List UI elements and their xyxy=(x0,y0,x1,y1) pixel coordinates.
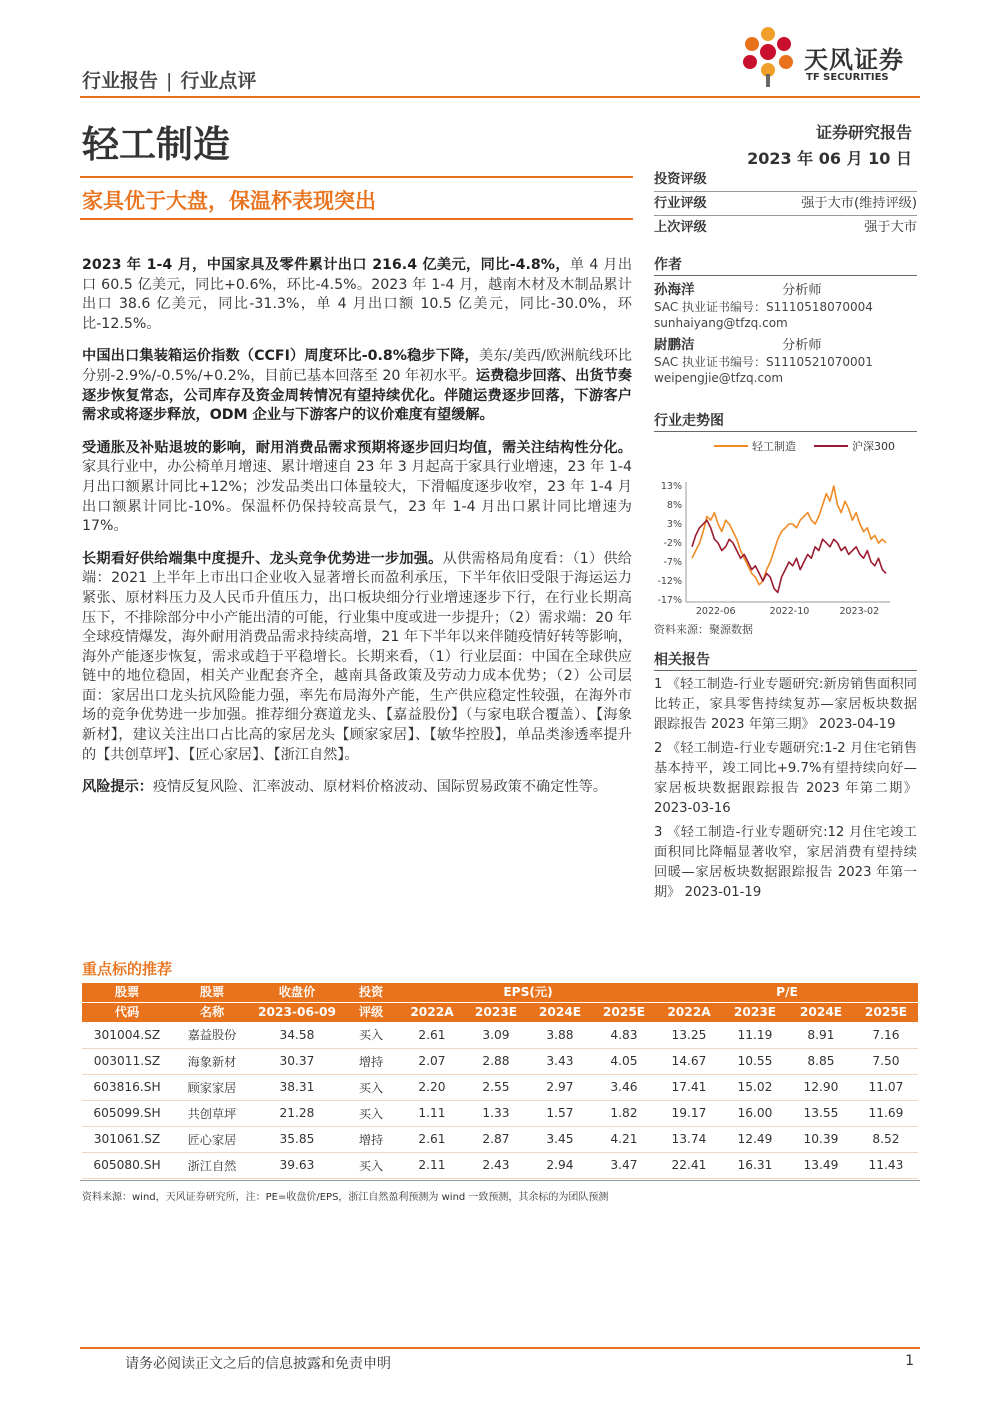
author-email[interactable]: weipengjie@tfzq.com xyxy=(654,371,784,385)
table-cell: 10.39 xyxy=(803,1132,839,1146)
author-name: 孙海洋 xyxy=(654,282,695,298)
related-head: 相关报告 xyxy=(654,649,917,671)
paragraph-export xyxy=(82,256,632,334)
category-separator: | xyxy=(166,70,173,92)
paragraph-demand-lead: 受通胀及补贴退坡的影响，耐用消费品需求预期将逐步回归均值，需关注结构性分化。 xyxy=(82,439,632,456)
table-cell: 7.50 xyxy=(872,1054,900,1068)
header-rule xyxy=(80,96,920,98)
table-header-cell: 评级 xyxy=(342,1003,400,1023)
y-tick-label: -2% xyxy=(663,538,682,549)
table-cell: 3.09 xyxy=(482,1027,510,1042)
table-cell: 10.55 xyxy=(737,1054,773,1068)
industry-title: 轻工制造 xyxy=(82,123,230,166)
page-number: 1 xyxy=(905,1353,914,1369)
table-cell: 2.07 xyxy=(418,1054,446,1068)
table-cell: 1.33 xyxy=(482,1106,510,1120)
table-cell: 2.97 xyxy=(546,1080,574,1094)
table-header-cell: 代码 xyxy=(82,1003,172,1023)
table-row xyxy=(82,1048,918,1074)
legend-label: 沪深300 xyxy=(852,440,895,453)
table-cell: 17.41 xyxy=(671,1080,707,1094)
table-subheader-row xyxy=(82,1003,918,1023)
main-body xyxy=(82,256,632,811)
table-cell: 8.52 xyxy=(872,1132,900,1146)
table-cell: 16.31 xyxy=(737,1158,773,1172)
report-category xyxy=(82,66,256,93)
paragraph-demand-text: 家具行业中，办公椅单月增速、累计增速自 23 年 3 月起高于家具行业增速，23 年 1-4 月出口额累计同比+12%；沙发品类出口体量较大，下滑幅度逐步收窄，23 年 1-4 月出口额累计同比-10%。保温杯仍保持较高景气，23 年 1-4 月出口累计同比增速为 17%。 xyxy=(82,459,632,535)
y-tick-label: -7% xyxy=(663,557,682,568)
table-header-cell: 2023E xyxy=(722,1003,788,1023)
table-cell: 1.82 xyxy=(610,1106,638,1120)
table-header-cell: 2025E xyxy=(854,1003,918,1023)
table-header-cell: 股票 xyxy=(82,983,172,1003)
table-header-cell: 投资 xyxy=(342,983,400,1003)
industry-rating-row xyxy=(654,192,917,216)
table-cell: 2.94 xyxy=(546,1158,574,1172)
paragraph-longterm-text: 从供需格局角度看：（1）供给端：2021 上半年上市出口企业收入显著增长而盈利承压，下半年依旧受限于海运运力紧张、原材料压力及人民币升值压力，出口板块细分行业增速逐步下行，在行业长期高压下，不排除部分中小产能出清的可能，行业集中度或进一步提升；（2）需求端：20 年全球疫情爆发，海外耐用消费品需求持续高增，21 年下半年以来伴随疫情好转等影响，海外产能逐步恢复，需求或趋于平稳增长。长期来看，（1）行业层面：中国在全球供应链中的地位稳固，相关产业配套齐全，越南具备政策及劳动力成本优势；（2）公司层面：家居出口龙头抗风险能力强，率先布局海外产能，生产供应稳定性较强，在海外市场的竞争优势进一步加强。推荐细分赛道龙头、【嘉益股份】（与家电联合覆盖）、【海象新材】，建议关注出口占比高的家居龙头【顾家家居】、【敏华控股】，单品类渗透率提升的【共创草坪】、【匠心家居】、【浙江自然】。 xyxy=(82,550,632,763)
y-tick-label: -12% xyxy=(657,576,682,587)
author-name: 尉鹏洁 xyxy=(654,337,695,353)
table-cell: 30.37 xyxy=(279,1054,315,1068)
company-logo xyxy=(738,24,918,92)
subcategory-label: 行业点评 xyxy=(180,70,257,92)
industry-rating-value: 强于大市(维持评级) xyxy=(801,196,917,211)
logo-en-text: TF SECURITIES xyxy=(806,72,889,83)
paragraph-freight-conclusion: 运费稳步回落、出货节奏逐步恢复常态，公司库存及资金周转情况有望持续优化。伴随运费逐步回落，下游客户需求或将逐步释放，ODM 企业与下游客户的议价难度有望缓解。 xyxy=(82,367,632,424)
table-cell: 8.85 xyxy=(807,1054,835,1068)
table-cell: 4.83 xyxy=(610,1027,638,1042)
x-tick-label: 2023-02 xyxy=(839,606,880,617)
x-tick-label: 2022-06 xyxy=(695,606,736,617)
table-header-cell: 2022A xyxy=(400,1003,464,1023)
table-cell: 海象新材 xyxy=(187,1054,237,1069)
table-cell: 34.58 xyxy=(279,1027,315,1042)
subtitle-rule-top xyxy=(80,176,633,178)
y-tick-label: 8% xyxy=(666,500,682,511)
table-cell: 11.43 xyxy=(868,1158,904,1172)
table-row xyxy=(82,1022,918,1048)
table-cell: 2.43 xyxy=(482,1158,510,1172)
trend-chart xyxy=(654,434,917,619)
table-cell: 顾家家居 xyxy=(187,1080,237,1095)
author-card xyxy=(654,282,917,331)
table-cell: 匠心家居 xyxy=(187,1132,237,1147)
table-cell: 4.21 xyxy=(610,1132,638,1146)
paragraph-freight xyxy=(82,347,632,425)
related-report-item[interactable]: 1 《轻工制造-行业专题研究:新房销售面积同比转正，家具零售持续复苏—家居板块数据跟踪报告 2023 年第三期》 2023-04-19 xyxy=(654,677,917,732)
table-header-row xyxy=(82,983,918,1003)
table-header-cell: 2023E xyxy=(464,1003,528,1023)
y-tick-label: 13% xyxy=(660,481,682,492)
report-type: 证券研究报告 xyxy=(815,123,912,142)
paragraph-risk-lead: 风险提示： xyxy=(82,779,153,796)
table-cell: 11.69 xyxy=(868,1106,904,1120)
author-card xyxy=(654,337,917,386)
y-tick-label: -17% xyxy=(657,595,682,606)
table-cell: 嘉益股份 xyxy=(187,1028,237,1043)
table-cell: 买入 xyxy=(358,1106,384,1121)
table-cell: 3.46 xyxy=(610,1080,638,1094)
legend-label: 轻工制造 xyxy=(752,440,796,453)
table-cell: 买入 xyxy=(358,1028,384,1043)
table-row xyxy=(82,1074,918,1100)
author-sac: SAC 执业证书编号：S1110518070004 xyxy=(654,300,873,314)
paragraph-freight-text: 美东/美西/欧洲航线环比分别-2.9%/-0.5%/+0.2%，目前已基本回落至 20 年初水平。 xyxy=(82,348,632,384)
table-cell: 3.45 xyxy=(546,1132,574,1146)
table-cell: 2.88 xyxy=(482,1054,510,1068)
table-row xyxy=(82,1152,918,1178)
table-row xyxy=(82,1126,918,1152)
table-cell: 13.55 xyxy=(803,1106,839,1120)
table-cell: 增持 xyxy=(358,1054,384,1069)
table-row xyxy=(82,1100,918,1126)
table-cell: 共创草坪 xyxy=(187,1106,237,1121)
industry-rating-label: 行业评级 xyxy=(654,196,707,211)
report-date: 2023 年 06 月 10 日 xyxy=(747,149,912,168)
report-subtitle: 家具优于大盘，保温杯表现突出 xyxy=(82,189,376,213)
table-cell: 1.11 xyxy=(418,1106,446,1120)
table-cell: 增持 xyxy=(358,1132,384,1147)
table-title: 重点标的推荐 xyxy=(82,960,173,978)
table-cell: 4.05 xyxy=(610,1054,638,1068)
series-line xyxy=(692,486,886,585)
table-cell: 19.17 xyxy=(671,1106,707,1120)
related-report-item[interactable]: 2 《轻工制造-行业专题研究:1-2 月住宅销售基本持平，竣工同比+9.7%有望持续向好—家居板块数据跟踪报告 2023 年第二期》 2023-03-16 xyxy=(654,741,917,816)
chart-source: 资料来源：聚源数据 xyxy=(654,623,753,636)
x-tick-label: 2022-10 xyxy=(769,606,810,617)
table-cell: 22.41 xyxy=(671,1158,707,1172)
table-cell: 605080.SH xyxy=(93,1158,161,1172)
table-cell: 39.63 xyxy=(279,1158,315,1172)
table-header-cell: 2023-06-09 xyxy=(252,1003,342,1023)
table-header-cell: 2025E xyxy=(592,1003,656,1023)
rating-head: 投资评级 xyxy=(654,172,707,187)
table-cell: 2.20 xyxy=(418,1080,446,1094)
paragraph-risk-text: 疫情反复风险、汇率波动、原材料价格波动、国际贸易政策不确定性等。 xyxy=(152,779,607,796)
author-role: 分析师 xyxy=(782,283,822,298)
table-header-cell: 名称 xyxy=(172,1003,252,1023)
table-cell: 301004.SZ xyxy=(93,1027,161,1042)
author-email[interactable]: sunhaiyang@tfzq.com xyxy=(654,316,788,330)
paragraph-longterm-lead: 长期看好供给端集中度提升、龙头竞争优势进一步加强。 xyxy=(82,550,443,567)
paragraph-longterm xyxy=(82,550,632,766)
trend-head: 行业走势图 xyxy=(654,410,917,432)
table-cell: 603816.SH xyxy=(93,1080,161,1094)
table-header-cell: P/E xyxy=(656,983,918,1003)
table-cell: 3.88 xyxy=(546,1027,574,1042)
category-label: 行业报告 xyxy=(82,70,159,92)
table-cell: 13.49 xyxy=(803,1158,839,1172)
table-header-cell: 收盘价 xyxy=(252,983,342,1003)
table-cell: 浙江自然 xyxy=(187,1158,237,1173)
subtitle-rule-bottom xyxy=(80,218,633,220)
table-cell: 13.74 xyxy=(671,1132,707,1146)
table-cell: 2.87 xyxy=(482,1132,510,1146)
table-cell: 1.57 xyxy=(546,1106,574,1120)
prev-rating-row xyxy=(654,216,917,240)
paragraph-export-text: 单 4 月出口 60.5 亿美元，同比+0.6%，环比-4.5%。2023 年 1-4 月，越南木材及木制品累计出口 38.6 亿美元，同比-31.3%，单 4 月出口额 10.5 亿美元，同比-30.0%，环比-12.5%。 xyxy=(82,257,633,332)
table-cell: 14.67 xyxy=(671,1054,707,1068)
table-header-cell: 股票 xyxy=(172,983,252,1003)
footer-disclaimer[interactable]: 请务必阅读正文之后的信息披露和免责申明 xyxy=(125,1356,391,1372)
table-note: 资料来源：wind，天风证券研究所，注：PE=收盘价/EPS，浙江自然盈利预测为 wind 一致预测，其余标的为团队预测 xyxy=(82,1192,609,1203)
logo-flower-icon xyxy=(738,24,798,88)
author-role: 分析师 xyxy=(782,338,822,353)
table-cell: 8.91 xyxy=(807,1027,835,1042)
table-cell: 35.85 xyxy=(279,1132,315,1146)
y-tick-label: 3% xyxy=(666,519,682,530)
trend-chart-svg xyxy=(654,434,917,619)
table-cell: 买入 xyxy=(358,1158,384,1173)
table-cell: 2.61 xyxy=(418,1027,446,1042)
related-report-item[interactable]: 3 《轻工制造-行业专题研究:12 月住宅竣工面积同比降幅显著收窄，家居消费有望持续回暖—家居板块数据跟踪报告 2023 年第一期》 2023-01-19 xyxy=(654,825,917,900)
table-body xyxy=(82,1022,918,1178)
rating-head-row xyxy=(654,168,917,192)
paragraph-export-lead: 2023 年 1-4 月，中国家具及零件累计出口 216.4 亿美元，同比-4.8%， xyxy=(82,257,570,273)
author-head: 作者 xyxy=(654,254,917,276)
paragraph-risk xyxy=(82,778,632,798)
recommendation-table xyxy=(82,983,918,1179)
table-cell: 12.49 xyxy=(737,1132,773,1146)
sidebar xyxy=(654,168,917,903)
table-header-cell: 2022A xyxy=(656,1003,722,1023)
table-cell: 买入 xyxy=(358,1080,384,1095)
author-sac: SAC 执业证书编号：S1110521070001 xyxy=(654,355,873,369)
table-cell: 3.43 xyxy=(546,1054,574,1068)
prev-rating-value: 强于大市 xyxy=(864,220,917,235)
logo-cn-text: 天风证券 xyxy=(804,46,904,74)
table-cell: 11.19 xyxy=(737,1027,773,1042)
prev-rating-label: 上次评级 xyxy=(654,220,707,235)
table-cell: 7.16 xyxy=(872,1027,900,1042)
table-header-cell: 2024E xyxy=(788,1003,854,1023)
paragraph-demand xyxy=(82,439,632,537)
table-cell: 2.11 xyxy=(418,1158,446,1172)
table-bottom-rule xyxy=(80,1180,920,1181)
table-cell: 3.47 xyxy=(610,1158,638,1172)
table-header-cell: EPS(元) xyxy=(400,983,656,1003)
table-cell: 38.31 xyxy=(279,1080,315,1094)
table-cell: 2.55 xyxy=(482,1080,510,1094)
table-cell: 12.90 xyxy=(803,1080,839,1094)
table-cell: 21.28 xyxy=(279,1106,315,1120)
table-cell: 16.00 xyxy=(737,1106,773,1120)
table-header-cell: 2024E xyxy=(528,1003,592,1023)
table-cell: 11.07 xyxy=(868,1080,904,1094)
table-cell: 2.61 xyxy=(418,1132,446,1146)
paragraph-freight-lead: 中国出口集装箱运价指数（CCFI）周度环比-0.8%稳步下降， xyxy=(82,348,479,365)
table-cell: 301061.SZ xyxy=(93,1132,161,1146)
table-cell: 003011.SZ xyxy=(93,1054,161,1068)
footer-rule xyxy=(80,1347,920,1349)
table-cell: 605099.SH xyxy=(93,1106,161,1120)
table-cell: 13.25 xyxy=(671,1027,707,1042)
table-cell: 15.02 xyxy=(737,1080,773,1094)
